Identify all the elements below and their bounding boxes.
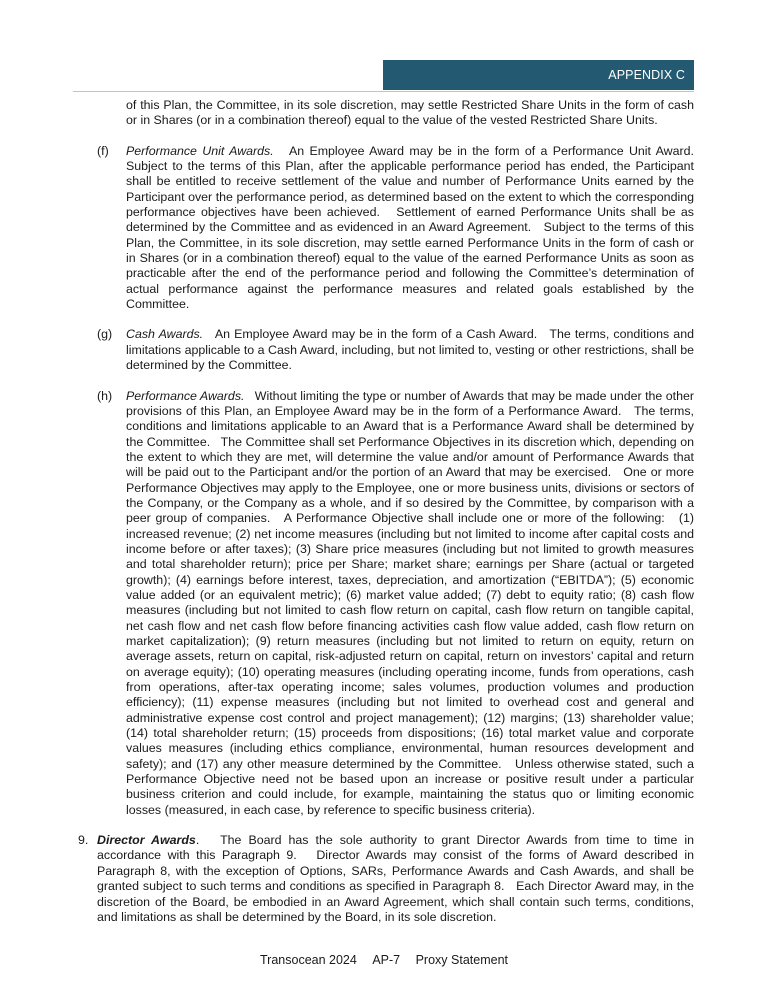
section-title: Director Awards: [97, 833, 196, 848]
footer-page-number: AP-7: [372, 953, 401, 967]
item-h-performance-awards: [97, 388, 695, 819]
item-paragraph: [126, 144, 694, 313]
section-body: The Board has the sole authority to grant Director Awards from time to time in accordance with this Paragraph 9. Director Awards may consist of the forms of Award described in Paragraph 8, with the exception of Options, SARs, Performance Awards and Cash Awards, and shall be granted subject to such terms and conditions as specified in Paragraph 8. Each Director Award may, in the discretion of the Board, be embodied in an Award Agreement, which shall contain such terms, conditions, and limitations as shall be determined by the Board, in its sole discretion.: [97, 833, 695, 924]
document-body: [0, 98, 768, 925]
item-title: Cash Awards.: [126, 327, 204, 342]
footer-document-name: Proxy Statement: [415, 953, 508, 967]
section-number: 9.: [78, 833, 89, 848]
item-paragraph: [126, 389, 694, 819]
item-body: An Employee Award may be in the form of a Performance Unit Award. Subject to the terms of this Plan, after the applicable performance period has ended, the Participant shall be entitled to receive settlement of the value and number of Performance Units earned by the Participant over the performance period, as determined based on the extent to which the corresponding performance objectives have been achieved. Settlement of earned Performance Units shall be as determined by the Committee and as evidenced in an Award Agreement. Subject to the terms of this Plan, the Committee, in its sole discretion, may settle earned Performance Units in the form of cash or in Shares (or in a combination thereof) equal to the value of the earned Performance Units as soon as practicable after the end of the performance period and following the Committee’s determination of actual performance against the performance measures and related goals established by the Committee.: [126, 143, 694, 312]
header-divider: [73, 91, 694, 92]
section-paragraph: [97, 833, 694, 925]
item-title: Performance Unit Awards.: [126, 143, 274, 158]
item-f-performance-unit-awards: [97, 143, 694, 313]
appendix-header-bar: [383, 60, 694, 90]
appendix-label: APPENDIX C: [608, 68, 685, 82]
footer-company-year: Transocean 2024: [260, 953, 357, 967]
item-paragraph: [126, 327, 694, 373]
section-9-director-awards: [78, 833, 695, 925]
item-title: Performance Awards.: [126, 388, 245, 403]
page-footer: [0, 953, 768, 967]
item-body: Without limiting the type or number of Awards that may be made under the other provisions of this Plan, an Employee Award may be in the form of a Performance Award. The terms, conditions and limitations applicable to an Award that is a Performance Award shall be determined by the Committee. The Committee shall set Performance Objectives in its discretion which, depending on the extent to which they are met, will determine the value and/or amount of Performance Awards that will be paid out to the Participant and/or the portion of an Award that may be exercised. One or more Performance Objectives may apply to the Employee, one or more business units, divisions or sectors of the Company, or the Company as a whole, and if so desired by the Committee, by comparison with a peer group of companies. A Performance Objective shall include one or more of the following: (1) increased revenue; (2) net income measures (including but not limited to income after capital costs and income before or after taxes); (3) Share price measures (including but not limited to growth measures and total shareholder return); price per Share; market share; earnings per Share (actual or targeted growth); (4) earnings before interest, taxes, depreciation, and amortization (“EBITDA”); (5) economic value added (or an equivalent metric); (6) market value added; (7) debt to equity ratio; (8) cash flow measures (including but not limited to cash flow return on capital, cash flow return on tangible capital, net cash flow and net cash flow before financing activities cash flow value added, cash flow return on market capitalization); (9) return measures (including but not limited to return on equity, return on average assets, return on capital, risk-adjusted return on capital, return on investors’ capital and return on average equity); (10) operating measures (including operating income, funds from operations, cash from operations, after-tax operating income; sales volumes, production volumes and production efficiency); (11) expense measures (including but not limited to overhead cost and general and administrative expense cost control and project management); (12) margins; (13) shareholder value; (14) total shareholder return; (15) proceeds from dispositions; (16) total market value and corporate values measures (including ethics compliance, environmental, human resources development and safety); and (17) any other measure determined by the Committee. Unless otherwise stated, such a Performance Objective need not be based upon an increase or positive result under a particular business criterion and could include, for example, maintaining the status quo or limiting economic losses (measured, in each case, by reference to specific business criteria).: [126, 388, 695, 817]
item-body: An Employee Award may be in the form of a Cash Award. The terms, conditions and limitations applicable to a Cash Award, including, but not limited to, vesting or other restrictions, shall be determined by the Committee.: [126, 327, 694, 373]
item-label: (g): [97, 327, 113, 342]
item-label: (f): [97, 143, 109, 158]
section-title-period: .: [195, 833, 200, 848]
item-label: (h): [97, 388, 113, 403]
item-g-cash-awards: [97, 327, 694, 373]
continuation-paragraph: of this Plan, the Committee, in its sole discretion, may settle Restricted Share Units in the form of cash or in Shares (or in a combination thereof) equal to the value of the vested Restricted Share Units.: [126, 98, 694, 128]
